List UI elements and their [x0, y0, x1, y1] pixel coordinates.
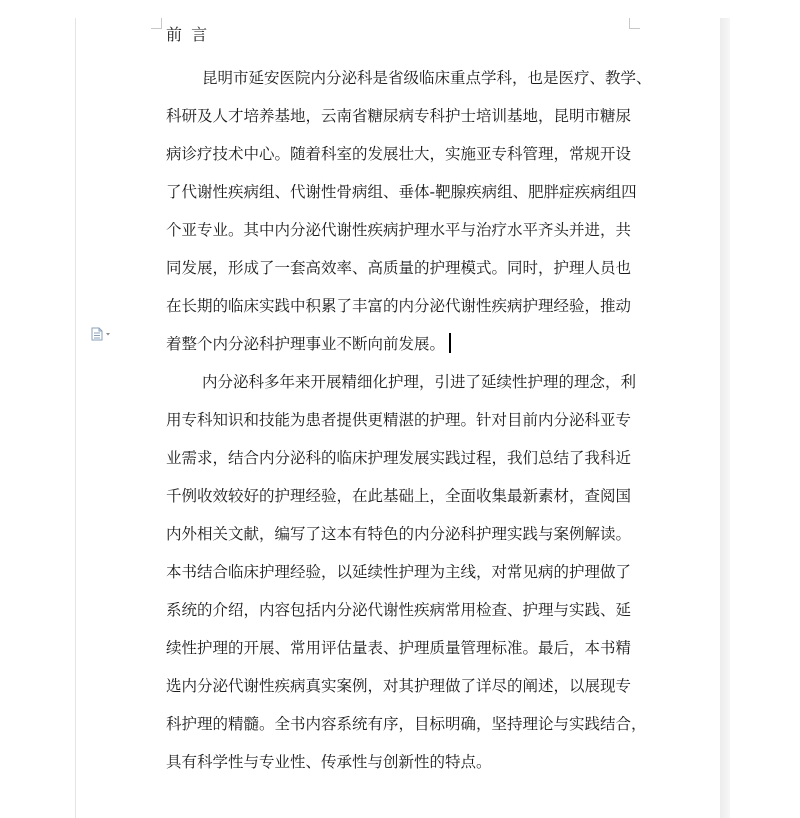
- document-heading[interactable]: 前 言: [166, 25, 210, 44]
- paragraph-line[interactable]: 在长期的临床实践中积累了丰富的内分泌代谢性疾病护理经验，推动: [166, 297, 632, 315]
- paragraph-line[interactable]: 用专科知识和技能为患者提供更精湛的护理。针对目前内分泌科亚专: [166, 411, 632, 429]
- paragraph-last-line[interactable]: [166, 325, 636, 363]
- paragraph-line[interactable]: 内分泌科多年来开展精细化护理，引进了延续性护理的理念，利: [202, 373, 637, 391]
- paragraph-line[interactable]: 续性护理的开展、常用评估量表、护理质量管理标准。最后，本书精: [166, 639, 632, 657]
- page-edge-shadow: [720, 18, 730, 818]
- paragraph-line[interactable]: 同发展，形成了一套高效率、高质量的护理模式。同时，护理人员也: [166, 259, 632, 277]
- paragraph-line[interactable]: 昆明市延安医院内分泌科是省级临床重点学科，也是医疗、教学、: [202, 69, 652, 87]
- paragraph-line[interactable]: 具有科学性与专业性、传承性与创新性的特点。: [166, 753, 492, 771]
- margin-corner-mark-right: [629, 18, 640, 29]
- paragraph-line[interactable]: 业需求，结合内分泌科的临床护理发展实践过程，我们总结了我科近: [166, 449, 632, 467]
- margin-corner-mark-left: [151, 18, 162, 29]
- paragraph-line[interactable]: 本书结合临床护理经验，以延续性护理为主线，对常见病的护理做了: [166, 563, 632, 581]
- paragraph-1[interactable]: [166, 59, 652, 363]
- paragraph-line[interactable]: 选内分泌代谢性疾病真实案例，对其护理做了详尽的阐述，以展现专: [166, 677, 632, 695]
- paragraph-line[interactable]: 了代谢性疾病组、代谢性骨病组、垂体-靶腺疾病组、肥胖症疾病组四: [166, 183, 637, 201]
- text-cursor: [449, 333, 451, 353]
- paragraph-line[interactable]: 病诊疗技术中心。随着科室的发展壮大，实施亚专科管理，常规开设: [166, 145, 632, 163]
- paragraph-line-text[interactable]: 着整个内分泌科护理事业不断向前发展。: [166, 335, 446, 353]
- paragraph-line[interactable]: 个亚专业。其中内分泌代谢性疾病护理水平与治疗水平齐头并进，共: [166, 221, 632, 239]
- paragraph-line[interactable]: 科护理的精髓。全书内容系统有序，目标明确，坚持理论与实践结合，: [166, 715, 647, 733]
- paragraph-options-icon[interactable]: [91, 326, 113, 340]
- paragraph-line[interactable]: 内外相关文献，编写了这本有特色的内分泌科护理实践与案例解读。: [166, 525, 632, 543]
- paragraph-2[interactable]: [166, 363, 647, 781]
- paragraph-line[interactable]: 千例收效较好的护理经验，在此基础上，全面收集最新素材，查阅国: [166, 487, 632, 505]
- paragraph-line[interactable]: 科研及人才培养基地，云南省糖尿病专科护士培训基地，昆明市糖尿: [166, 107, 632, 125]
- paragraph-line[interactable]: 系统的介绍，内容包括内分泌代谢性疾病常用检查、护理与实践、延: [166, 601, 632, 619]
